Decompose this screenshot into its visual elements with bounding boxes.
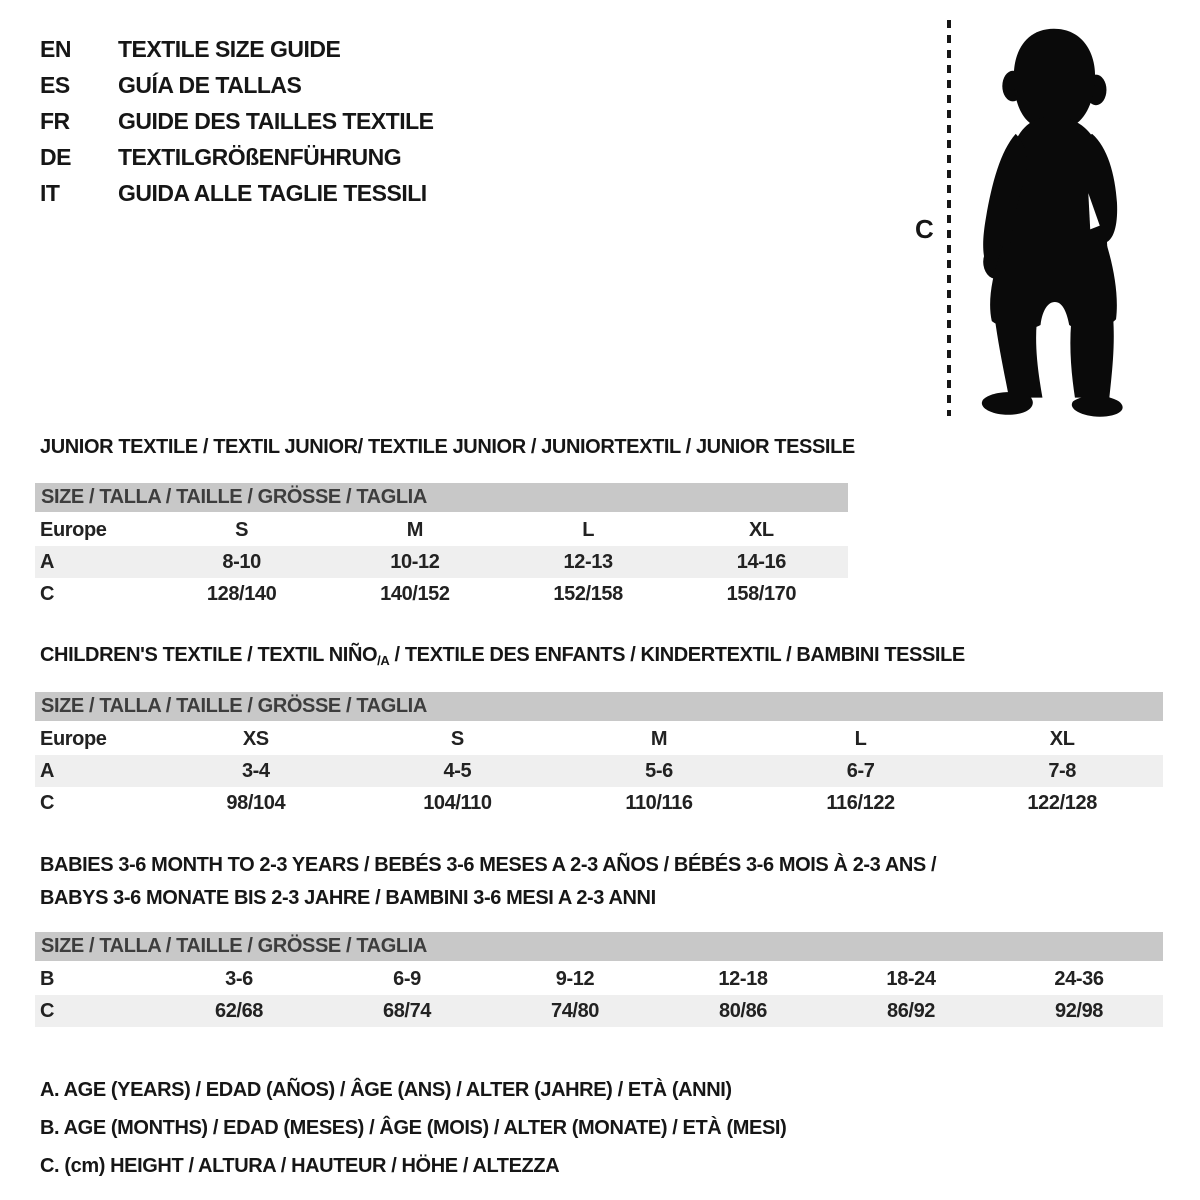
table-row bbox=[35, 546, 848, 578]
table-cell: 8-10 bbox=[222, 550, 261, 573]
children-section-heading bbox=[40, 644, 965, 668]
children-size-table bbox=[35, 692, 1163, 819]
table-row bbox=[35, 514, 848, 546]
table-cell: 122/128 bbox=[1027, 791, 1097, 814]
guide-title-fr: GUIDE DES TAILLES TEXTILE bbox=[118, 107, 434, 134]
table-cell: 9-12 bbox=[555, 967, 595, 990]
language-row-en bbox=[40, 31, 434, 67]
table-cell: 12-18 bbox=[718, 967, 768, 990]
table-cell: XS bbox=[242, 727, 269, 750]
table-cell: 68/74 bbox=[382, 999, 432, 1022]
children-heading-subscript: /A bbox=[377, 653, 390, 668]
row-label: B bbox=[40, 967, 55, 990]
table-cell: 3-4 bbox=[241, 759, 270, 782]
junior-size-table bbox=[35, 483, 848, 610]
table-cell: L bbox=[582, 518, 595, 541]
language-code: EN bbox=[40, 35, 71, 62]
table-cell: 4-5 bbox=[443, 759, 472, 782]
table-cell: 110/116 bbox=[625, 791, 693, 814]
guide-title-en: TEXTILE SIZE GUIDE bbox=[118, 35, 341, 62]
table-cell: XL bbox=[1049, 727, 1075, 750]
children-heading-rest: / TEXTILE DES ENFANTS / KINDERTEXTIL / BAMBINI TESSILE bbox=[389, 644, 965, 666]
table-cell: L bbox=[854, 727, 867, 750]
legend-line-c: C. (cm) HEIGHT / ALTURA / HAUTEUR / HÖHE / ALTEZZA bbox=[40, 1155, 560, 1177]
size-header-bar: SIZE / TALLA / TAILLE / GRÖSSE / TAGLIA bbox=[35, 483, 848, 512]
height-measure-dashed-line bbox=[947, 20, 951, 416]
table-cell: 92/98 bbox=[1054, 999, 1104, 1022]
table-cell: S bbox=[235, 518, 249, 541]
row-label: A bbox=[40, 759, 55, 782]
legend-line-b: B. AGE (MONTHS) / EDAD (MESES) / ÂGE (MOIS) / ALTER (MONATE) / ETÀ (MESI) bbox=[40, 1117, 787, 1139]
language-row-es bbox=[40, 67, 434, 103]
children-heading-main: CHILDREN'S TEXTILE / TEXTIL NIÑO bbox=[40, 644, 378, 666]
guide-title-de: TEXTILGRÖßENFÜHRUNG bbox=[118, 143, 402, 170]
row-label: Europe bbox=[40, 727, 107, 750]
table-row bbox=[35, 963, 1163, 995]
height-measure-label: C bbox=[915, 214, 934, 244]
table-cell: 7-8 bbox=[1048, 759, 1077, 782]
table-row bbox=[35, 787, 1163, 819]
table-cell: 140/152 bbox=[380, 582, 450, 605]
table-cell: 3-6 bbox=[225, 967, 253, 990]
guide-title-it: GUIDA ALLE TAGLIE TESSILI bbox=[118, 179, 427, 206]
language-row-fr bbox=[40, 103, 434, 139]
table-cell: 24-36 bbox=[1054, 967, 1104, 990]
table-row bbox=[35, 578, 848, 610]
table-cell: 74/80 bbox=[550, 999, 600, 1022]
table-cell: 80/86 bbox=[718, 999, 768, 1022]
table-cell: 6-9 bbox=[393, 967, 421, 990]
table-cell: 104/110 bbox=[423, 791, 492, 814]
junior-section-heading: JUNIOR TEXTILE / TEXTIL JUNIOR/ TEXTILE JUNIOR / JUNIORTEXTIL / JUNIOR TESSILE bbox=[40, 436, 855, 458]
row-label: A bbox=[40, 550, 55, 573]
row-label: C bbox=[40, 999, 55, 1022]
babies-size-table bbox=[35, 932, 1163, 1027]
babies-heading-line2: BABYS 3-6 MONATE BIS 2-3 JAHRE / BAMBINI 3-6 MESI A 2-3 ANNI bbox=[40, 887, 656, 909]
language-code: IT bbox=[40, 179, 60, 206]
language-row-de bbox=[40, 139, 434, 175]
table-cell: 86/92 bbox=[886, 999, 936, 1022]
table-cell: 116/122 bbox=[826, 791, 895, 814]
table-cell: M bbox=[650, 727, 668, 750]
table-cell: 98/104 bbox=[226, 791, 286, 814]
row-label: Europe bbox=[40, 518, 107, 541]
table-cell: XL bbox=[748, 518, 774, 541]
table-cell: 152/158 bbox=[553, 582, 623, 605]
table-cell: 12-13 bbox=[563, 550, 613, 573]
size-header-bar: SIZE / TALLA / TAILLE / GRÖSSE / TAGLIA bbox=[35, 932, 1163, 961]
table-row bbox=[35, 723, 1163, 755]
table-cell: 10-12 bbox=[390, 550, 440, 573]
table-row bbox=[35, 755, 1163, 787]
table-cell: 14-16 bbox=[736, 550, 786, 573]
toddler-silhouette-icon bbox=[966, 16, 1138, 418]
row-label: C bbox=[40, 582, 55, 605]
table-cell: 158/170 bbox=[726, 582, 797, 605]
legend-line-a: A. AGE (YEARS) / EDAD (AÑOS) / ÂGE (ANS) / ALTER (JAHRE) / ETÀ (ANNI) bbox=[40, 1079, 732, 1101]
row-label: C bbox=[40, 791, 55, 814]
language-title-list bbox=[40, 31, 434, 211]
size-header-bar: SIZE / TALLA / TAILLE / GRÖSSE / TAGLIA bbox=[35, 692, 1163, 721]
babies-heading-line1: BABIES 3-6 MONTH TO 2-3 YEARS / BEBÉS 3-6 MESES A 2-3 AÑOS / BÉBÉS 3-6 MOIS À 2-3 ANS / bbox=[40, 854, 937, 876]
table-cell: M bbox=[406, 518, 423, 541]
measurement-legend bbox=[40, 1071, 786, 1185]
language-code: DE bbox=[40, 143, 71, 170]
table-cell: 5-6 bbox=[645, 759, 673, 782]
table-cell: 18-24 bbox=[886, 967, 936, 990]
language-row-it bbox=[40, 175, 434, 211]
table-cell: 6-7 bbox=[846, 759, 875, 782]
guide-title-es: GUÍA DE TALLAS bbox=[118, 71, 302, 98]
language-code: ES bbox=[40, 71, 70, 98]
table-row bbox=[35, 995, 1163, 1027]
table-cell: 62/68 bbox=[214, 999, 264, 1022]
table-cell: 128/140 bbox=[206, 582, 277, 605]
babies-section-heading bbox=[40, 849, 936, 915]
language-code: FR bbox=[40, 107, 70, 134]
table-cell: S bbox=[450, 727, 464, 750]
